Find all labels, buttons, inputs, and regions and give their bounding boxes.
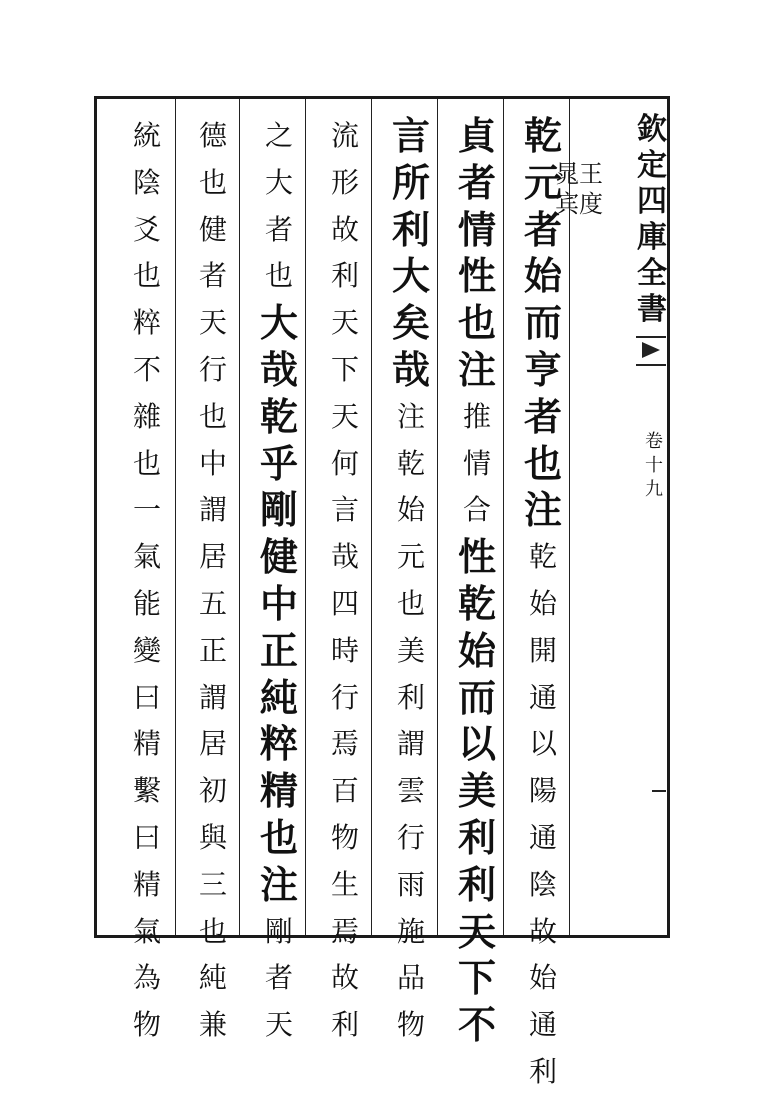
commentary-character: 美 (396, 633, 425, 667)
main-text-character: 貞 (457, 113, 496, 158)
text-column-7 (117, 113, 177, 1049)
commentary-character: 形 (330, 165, 359, 199)
commentary-character: 純 (198, 961, 227, 995)
commentary-character: 精 (132, 727, 161, 761)
commentary-character: 施 (396, 914, 425, 948)
main-text-character: 大 (391, 253, 430, 299)
commentary-character: 元 (396, 540, 425, 574)
commentary-character: 始 (396, 493, 425, 527)
commentary-character: 利 (396, 680, 425, 714)
commentary-character: 利 (330, 1008, 359, 1042)
main-text-character: 者 (523, 393, 562, 439)
text-column-6 (183, 113, 243, 1049)
main-text-character: 始 (523, 253, 562, 299)
commentary-character: 曰 (132, 680, 161, 714)
character: 全 (637, 256, 667, 291)
commentary-character: 焉 (330, 914, 359, 948)
commentary-character: 天 (330, 306, 359, 340)
commentary-character: 流 (330, 119, 359, 152)
commentary-character: 統 (132, 119, 161, 152)
commentary-character: 謂 (198, 680, 227, 714)
commentary-character: 利 (528, 1054, 557, 1088)
commentary-character: 德 (198, 119, 227, 152)
commentary-character: 四 (330, 586, 359, 620)
commentary-character: 雲 (396, 774, 425, 808)
commentary-character: 剛 (264, 914, 293, 948)
character: 宾 (555, 190, 579, 218)
commentary-character: 下 (330, 352, 359, 386)
main-text-character: 粹 (259, 721, 298, 767)
main-text-character: 天 (457, 908, 496, 954)
character: 度 (579, 190, 603, 218)
main-text-character: 也 (457, 300, 496, 346)
commentary-character: 陽 (528, 774, 557, 808)
main-text-character: 不 (457, 1002, 496, 1048)
character: 十 (645, 455, 663, 476)
main-text-character: 性 (457, 534, 496, 580)
commentary-character: 正 (198, 633, 227, 667)
commentary-character: 行 (330, 680, 359, 714)
commentary-character: 物 (330, 820, 359, 854)
main-text-character: 以 (457, 721, 496, 767)
commentary-character: 者 (264, 961, 293, 995)
commentary-character: 能 (132, 586, 161, 620)
main-text-character: 而 (523, 300, 562, 346)
commentary-character: 推 (462, 399, 491, 433)
commentary-character: 之 (264, 119, 293, 152)
commentary-character: 物 (132, 1008, 161, 1042)
commentary-character: 謂 (198, 493, 227, 527)
commentary-character: 焉 (330, 727, 359, 761)
commentary-character: 哉 (330, 540, 359, 574)
commentary-character: 合 (462, 493, 491, 527)
main-text-character: 利 (457, 861, 496, 907)
main-text-character: 哉 (391, 346, 430, 392)
main-text-character: 始 (457, 627, 496, 673)
commentary-character: 天 (330, 399, 359, 433)
main-text-character: 乾 (457, 580, 496, 626)
main-text-character: 注 (523, 487, 562, 533)
commentary-character: 百 (330, 774, 359, 808)
commentary-character: 行 (198, 352, 227, 386)
commentary-character: 謂 (396, 727, 425, 761)
text-column-1 (513, 113, 573, 1096)
commentary-character: 故 (528, 914, 557, 948)
character: 晁 (555, 160, 579, 188)
character: 四 (637, 184, 667, 219)
commentary-character: 雜 (132, 399, 161, 433)
main-text-character: 正 (259, 627, 298, 673)
commentary-character: 也 (132, 446, 161, 480)
commentary-character: 言 (330, 493, 359, 527)
commentary-character: 健 (198, 212, 227, 246)
commentary-character: 情 (462, 446, 491, 480)
commentary-character: 也 (198, 399, 227, 433)
character: 卷 (645, 431, 663, 452)
main-text-character: 乎 (259, 440, 298, 486)
commentary-character: 品 (396, 961, 425, 995)
main-text-character: 利 (391, 206, 430, 252)
main-text-character: 乾 (523, 113, 562, 158)
commentary-character: 以 (528, 727, 557, 761)
commentary-character: 精 (132, 867, 161, 901)
main-text-character: 而 (457, 674, 496, 720)
commentary-character: 利 (330, 259, 359, 293)
commentary-character: 中 (198, 446, 227, 480)
commentary-character: 也 (198, 914, 227, 948)
main-text-character: 言 (391, 113, 430, 158)
main-text-character: 哉 (259, 346, 298, 392)
main-text-character: 情 (457, 206, 496, 252)
main-text-character: 注 (259, 861, 298, 907)
commentary-character: 時 (330, 633, 359, 667)
commentary-character: 陰 (132, 165, 161, 199)
main-text-character: 也 (259, 814, 298, 860)
commentary-character: 不 (132, 352, 161, 386)
commentary-character: 也 (132, 259, 161, 293)
commentary-character: 繫 (132, 774, 161, 808)
main-text-character: 亨 (523, 346, 562, 392)
commentary-character: 者 (264, 212, 293, 246)
main-text-character: 利 (457, 814, 496, 860)
main-text-character: 下 (457, 955, 496, 1001)
book-title (634, 112, 670, 328)
main-text-character: 純 (259, 674, 298, 720)
commentary-character: 為 (132, 961, 161, 995)
commentary-character: 何 (330, 446, 359, 480)
volume-number (640, 430, 668, 502)
main-text-character: 者 (523, 206, 562, 252)
commentary-character: 爻 (132, 212, 161, 246)
main-text-character: 精 (259, 768, 298, 814)
text-column-5 (249, 113, 309, 1049)
text-column-3 (381, 113, 441, 1049)
commentary-character: 通 (528, 1008, 557, 1042)
main-text-character: 中 (259, 580, 298, 626)
commentary-character: 故 (330, 961, 359, 995)
commentary-character: 故 (330, 212, 359, 246)
character: 庫 (637, 220, 667, 255)
commentary-character: 一 (132, 493, 161, 527)
commentary-character: 五 (198, 586, 227, 620)
commentary-character: 雨 (396, 867, 425, 901)
main-text-character: 也 (523, 440, 562, 486)
commentary-character: 曰 (132, 820, 161, 854)
main-text-character: 乾 (259, 393, 298, 439)
page-tick-mark (652, 790, 666, 792)
character: 書 (637, 292, 667, 327)
main-text-character: 者 (457, 159, 496, 205)
commentary-character: 氣 (132, 914, 161, 948)
commentary-character: 始 (528, 961, 557, 995)
main-text-character: 剛 (259, 487, 298, 533)
commentary-character: 乾 (528, 540, 557, 574)
commentary-character: 天 (264, 1008, 293, 1042)
commentary-character: 居 (198, 540, 227, 574)
commentary-character: 氣 (132, 540, 161, 574)
fish-tail-mark-icon (636, 336, 666, 366)
commentary-character: 通 (528, 680, 557, 714)
text-column-2 (447, 113, 507, 1049)
commentary-character: 兼 (198, 1008, 227, 1042)
commentary-character: 物 (396, 1008, 425, 1042)
main-text-character: 注 (457, 346, 496, 392)
commentary-character: 居 (198, 727, 227, 761)
commentary-character: 三 (198, 867, 227, 901)
commentary-character: 通 (528, 820, 557, 854)
commentary-character: 變 (132, 633, 161, 667)
main-text-character: 所 (391, 159, 430, 205)
main-text-character: 健 (259, 534, 298, 580)
main-text-character: 大 (259, 300, 298, 346)
commentary-character: 與 (198, 820, 227, 854)
commentary-character: 生 (330, 867, 359, 901)
main-text-character: 性 (457, 253, 496, 299)
character: 定 (637, 148, 667, 183)
commentary-character: 注 (396, 399, 425, 433)
character: 王 (579, 160, 603, 188)
commentary-character: 者 (198, 259, 227, 293)
text-column-4 (315, 113, 375, 1049)
main-text-character: 矣 (391, 300, 430, 346)
character: 九 (645, 479, 663, 500)
commentary-character: 始 (528, 586, 557, 620)
commentary-character: 大 (264, 165, 293, 199)
commentary-character: 行 (396, 820, 425, 854)
commentary-character: 初 (198, 774, 227, 808)
annotation-line-1 (579, 159, 603, 219)
commentary-character: 也 (264, 259, 293, 293)
commentary-character: 也 (198, 165, 227, 199)
main-text-character: 元 (523, 159, 562, 205)
commentary-character: 開 (528, 633, 557, 667)
commentary-character: 也 (396, 586, 425, 620)
main-text-character: 美 (457, 768, 496, 814)
commentary-character: 乾 (396, 446, 425, 480)
document-page (94, 96, 670, 1088)
character: 欽 (637, 112, 667, 147)
commentary-character: 陰 (528, 867, 557, 901)
commentary-character: 天 (198, 306, 227, 340)
commentary-character: 粹 (132, 306, 161, 340)
